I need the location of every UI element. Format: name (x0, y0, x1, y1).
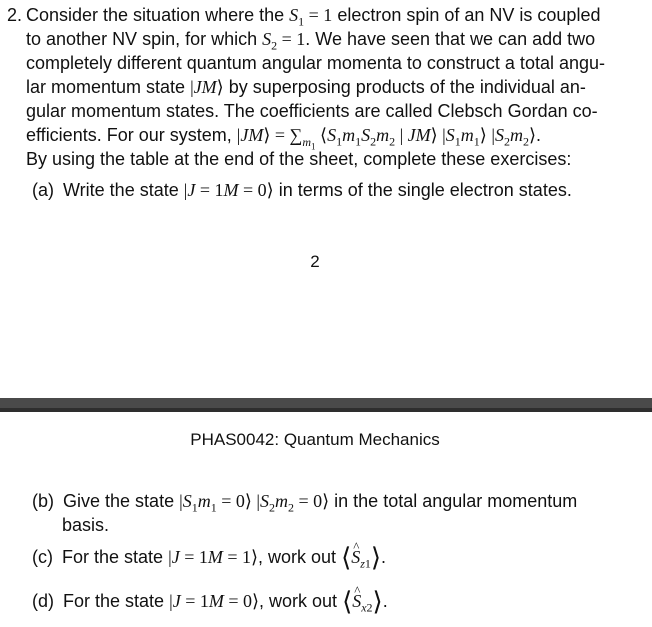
problem-line-1: Consider the situation where the $S_1 = 1$ electron spin of an NV is coupled (26, 5, 601, 29)
math-part-b-state: $|S_1m_1$ = 0⟩ $|S_2m_2$ = 0⟩ (179, 491, 330, 515)
part-b-line-2: basis. (62, 515, 110, 535)
part-a: (a) Write the state |J = 1M = 0⟩ in terms of the single electron states. (32, 180, 572, 200)
page-separator (0, 398, 652, 412)
part-a-label: (a) (32, 180, 54, 200)
math-part-d-state: |J = 1M = 0⟩ (169, 591, 260, 611)
math-part-c-expectation: ⟨^ $S_{z1}⟩$ (341, 547, 381, 567)
math-s2: $S_2 = 1$ (262, 29, 306, 53)
part-d-label: (d) (32, 591, 54, 611)
math-jm-ket: |JM⟩ (190, 77, 224, 97)
problem-line-7: By using the table at the end of the sheet, complete these exercises: (26, 149, 572, 169)
problem-line-6: efficients. For our system, |JM⟩ = $\sum_{m_1}$ $⟨S_1m_1S_2m_2$ | JM⟩ $|S_1m_1⟩$ $|S_2m_2⟩$. (26, 125, 541, 151)
part-c-label: (c) (32, 547, 53, 567)
part-b-label: (b) (32, 491, 54, 511)
math-part-d-expectation: ⟨^ $S_{x2}⟩$ (342, 591, 383, 611)
math-s1: $S_1 = 1$ (289, 5, 333, 29)
part-b: (b) Give the state $|S_1m_1$ = 0⟩ $|S_2m_2$ = 0⟩ in the total angular momentum (32, 491, 578, 515)
math-clebsch-sum: |JM⟩ = $\sum_{m_1}$ $⟨S_1m_1S_2m_2$ | JM⟩ $|S_1m_1⟩$ $|S_2m_2⟩$ (236, 125, 536, 151)
page-number: 2 (310, 252, 320, 271)
problem-line-4: lar momentum state |JM⟩ by superposing products of the individual an- (26, 77, 586, 97)
part-c: (c) For the state |J = 1M = 1⟩, work out ⟨^ $S_{z1}⟩$. (32, 545, 386, 570)
problem-line-5: gular momentum states. The coefficients are called Clebsch Gordan co- (26, 101, 598, 121)
math-part-c-state: |J = 1M = 1⟩ (168, 547, 259, 567)
header-title: PHAS0042: Quantum Mechanics (190, 430, 440, 449)
problem-line-2: to another NV spin, for which $S_2 = 1$. We have seen that we can add two (26, 29, 596, 53)
problem-number: 2. (7, 5, 23, 25)
part-d: (d) For the state |J = 1M = 0⟩, work out ⟨^ $S_{x2}⟩$. (32, 589, 388, 614)
problem-line-3: completely different quantum angular momenta to construct a total angu- (26, 53, 605, 73)
math-part-a-state: |J = 1M = 0⟩ (183, 180, 274, 200)
